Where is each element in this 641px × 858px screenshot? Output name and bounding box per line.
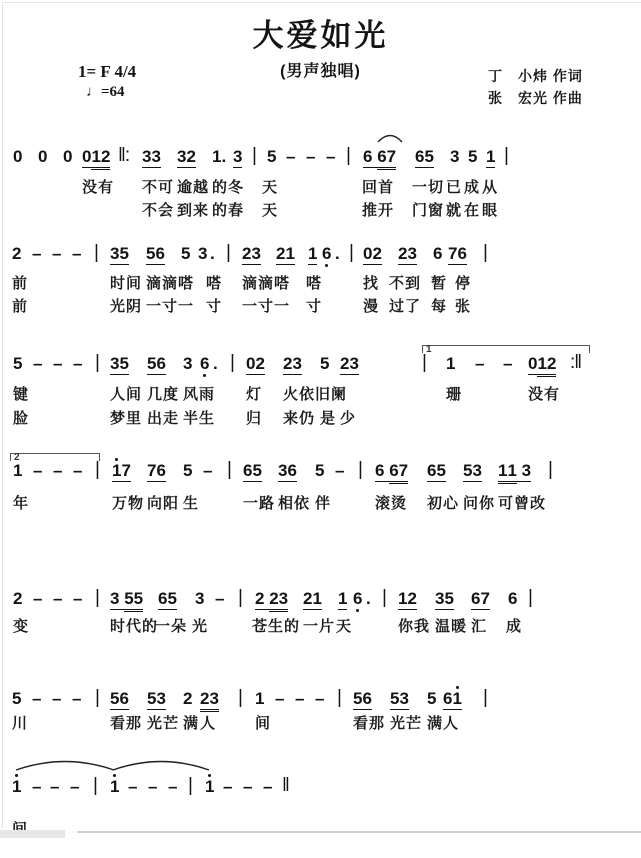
note-token: –	[168, 777, 178, 796]
note-token: –	[70, 777, 80, 796]
note-token: 02	[363, 244, 382, 263]
lyric-word: 人间	[110, 386, 143, 403]
note-token: 56	[110, 689, 129, 708]
note-token: 35	[110, 244, 129, 263]
note-token: 1	[110, 777, 120, 796]
note-token: 21	[303, 589, 322, 608]
lyric-word: 过了	[389, 298, 422, 315]
lyric-word: 人	[200, 715, 217, 732]
note-token: –	[32, 689, 42, 708]
lyric-word: 人	[443, 715, 460, 732]
note-token: 17	[112, 461, 131, 480]
song-subtitle: (男声独唱)	[280, 63, 361, 80]
note-token: 5	[267, 147, 277, 166]
barline: |	[238, 587, 242, 608]
note-token: –	[52, 244, 62, 263]
note-token: .	[210, 244, 215, 263]
score-line-1	[0, 145, 641, 228]
volta-bracket	[422, 345, 590, 353]
lyric-word: 前	[12, 275, 29, 292]
note-token: 012	[528, 354, 557, 373]
score-line-6	[0, 687, 641, 770]
lyric-word: 寸	[306, 298, 323, 315]
lyric-word: 梦里	[110, 410, 143, 427]
volta-number: 1	[426, 344, 432, 355]
barline: |	[548, 459, 552, 480]
note-token: 1	[446, 354, 456, 373]
lyric-word: 天	[262, 202, 279, 219]
note-token: .	[335, 244, 340, 263]
barline: |	[349, 242, 353, 263]
note-token: 53	[390, 689, 409, 708]
barline: ‖	[282, 775, 289, 796]
barline: |	[93, 775, 97, 796]
note-token: 53	[147, 689, 166, 708]
lyric-word: 来仍	[283, 410, 316, 427]
lyric-word: 光阴	[110, 298, 143, 315]
note-token: 36	[278, 461, 297, 480]
score-line-2	[0, 242, 641, 325]
page-bottom-block	[0, 830, 65, 838]
note-token: 23	[242, 244, 261, 263]
lyric-word: 珊	[446, 386, 463, 403]
note-token: 1	[13, 461, 23, 480]
lyric-word: 看那	[353, 715, 386, 732]
note-token: –	[33, 589, 43, 608]
lyric-word: 逾越	[177, 179, 210, 196]
note-token: 0	[63, 147, 73, 166]
note-token: 35	[110, 354, 129, 373]
lyric-word: 几度	[147, 386, 180, 403]
barline: |	[238, 687, 242, 708]
note-token: 5	[183, 461, 193, 480]
lyric-word: 在	[464, 202, 481, 219]
lyric-word: 找	[363, 275, 380, 292]
lyric-word: 时间	[110, 275, 143, 292]
page-bottom-rule	[77, 831, 641, 833]
lyric-word: 间	[255, 715, 272, 732]
note-token: 23	[200, 689, 219, 708]
volta-number: 2	[14, 452, 20, 463]
note-token: 6	[353, 589, 363, 608]
note-token: 2	[12, 244, 22, 263]
note-token: 1.	[212, 147, 227, 166]
lyric-word: 的冬	[212, 179, 245, 196]
lyric-word: 光	[192, 618, 209, 635]
lyric-word: 脸	[13, 410, 30, 427]
lyric-word: 嗒	[306, 275, 323, 292]
note-token: 6	[433, 244, 443, 263]
note-token: 3	[198, 244, 208, 263]
note-token: –	[73, 589, 83, 608]
note-token: –	[215, 589, 225, 608]
note-token: 5	[427, 689, 437, 708]
lyric-word: 天	[336, 618, 353, 635]
note-token: –	[72, 244, 82, 263]
note-token: 65	[243, 461, 262, 480]
note-token: 23	[398, 244, 417, 263]
barline: |	[252, 145, 256, 166]
note-token: 1	[255, 689, 265, 708]
lyric-word: 一寸一	[242, 298, 291, 315]
note-token: 21	[276, 244, 295, 263]
lyricist-credit: 丁 小炜 作词	[488, 68, 583, 84]
lyric-word: 推开	[362, 202, 395, 219]
barline: |	[346, 145, 350, 166]
score-line-3	[0, 344, 641, 435]
lyric-word: 一片	[303, 618, 336, 635]
barline: |	[188, 775, 192, 796]
lyric-word: 滚烫	[375, 495, 408, 512]
note-token: 2 23	[255, 589, 289, 608]
note-token: –	[475, 354, 485, 373]
barline: |	[382, 587, 386, 608]
lyric-word: 不会	[142, 202, 175, 219]
volta-bracket	[10, 453, 100, 461]
barline: |	[94, 242, 98, 263]
note-token: –	[32, 777, 42, 796]
note-token: –	[53, 589, 63, 608]
note-token: –	[306, 147, 316, 166]
note-token: 6 67	[363, 147, 397, 166]
barline: |	[95, 459, 99, 480]
note-token: 3	[195, 589, 205, 608]
note-token: –	[53, 354, 63, 373]
note-token: –	[243, 777, 253, 796]
lyric-word: 汇	[471, 618, 488, 635]
lyric-word: 风雨	[183, 386, 216, 403]
lyric-word: 滴滴嗒	[242, 275, 291, 292]
note-token: 33	[142, 147, 161, 166]
lyric-word: 满	[427, 715, 444, 732]
lyric-word: 滴滴	[146, 275, 179, 292]
note-token: 67	[471, 589, 490, 608]
lyric-word: 每	[431, 298, 448, 315]
barline: |	[358, 459, 362, 480]
lyric-word: 半生	[183, 410, 216, 427]
note-token: 5	[468, 147, 478, 166]
barline: |	[483, 687, 487, 708]
lyric-word: 满	[183, 715, 200, 732]
slur-tie	[377, 134, 403, 143]
note-token: 76	[147, 461, 166, 480]
note-token: 6	[508, 589, 518, 608]
barline: |	[226, 242, 230, 263]
note-token: –	[50, 777, 60, 796]
lyric-word: 问你	[463, 495, 496, 512]
note-token: 53	[463, 461, 482, 480]
lyric-word: 向阳	[147, 495, 180, 512]
note-token: –	[128, 777, 138, 796]
lyric-word: 伴	[315, 495, 332, 512]
note-token: 2	[13, 589, 23, 608]
score-line-5	[0, 587, 641, 670]
lyric-word: 归	[246, 410, 263, 427]
lyric-word: 停	[455, 275, 472, 292]
lyric-word: 眼	[482, 202, 499, 219]
lyric-word: 嗒	[178, 275, 195, 292]
note-token: –	[33, 461, 43, 480]
lyric-word: 不可	[142, 179, 175, 196]
lyric-word: 前	[12, 298, 29, 315]
note-token: 2	[183, 689, 193, 708]
lyric-word: 漫	[363, 298, 380, 315]
lyric-word: 可曾改	[498, 495, 547, 512]
lyric-word: 光芒	[147, 715, 180, 732]
note-token: 56	[353, 689, 372, 708]
note-token: .	[213, 354, 218, 373]
barline: :‖	[570, 352, 582, 373]
lyric-word: 不到	[389, 275, 422, 292]
lyric-word: 键	[13, 386, 30, 403]
lyric-word: 苍生的	[252, 618, 301, 635]
lyric-word: 是	[320, 410, 337, 427]
barline: |	[95, 352, 99, 373]
note-token: 65	[415, 147, 434, 166]
lyric-word: 门窗	[412, 202, 445, 219]
lyric-word: 就	[446, 202, 463, 219]
lyric-word: 时代的	[110, 618, 159, 635]
note-token: 56	[146, 244, 165, 263]
lyric-word: 没有	[528, 386, 561, 403]
lyric-word: 天	[262, 179, 279, 196]
lyric-word: 川	[12, 715, 29, 732]
lyric-word: 没有	[82, 179, 115, 196]
lyric-word: 少	[340, 410, 357, 427]
lyric-word: 成	[506, 618, 523, 635]
note-token: 76	[448, 244, 467, 263]
note-token: 1	[12, 777, 22, 796]
lyric-word: 光芒	[390, 715, 423, 732]
lyric-word: 年	[13, 495, 30, 512]
lyric-word: 变	[13, 618, 30, 635]
lyric-word: 嗒	[206, 275, 223, 292]
lyric-word: 暂	[431, 275, 448, 292]
slur-tie	[112, 760, 210, 771]
note-token: –	[148, 777, 158, 796]
lyric-word: 看那	[110, 715, 143, 732]
note-token: 5	[13, 354, 23, 373]
note-token: –	[286, 147, 296, 166]
note-token: 3 55	[110, 589, 144, 608]
barline: |	[337, 687, 341, 708]
note-token: –	[203, 461, 213, 480]
lyric-word: 回首	[362, 179, 395, 196]
note-token: –	[315, 689, 325, 708]
barline: |	[504, 145, 508, 166]
lyric-word: 已	[446, 179, 463, 196]
lyric-word: 出走	[147, 410, 180, 427]
note-token: –	[72, 689, 82, 708]
note-token: 1	[338, 589, 348, 608]
note-token: 23	[340, 354, 359, 373]
lyric-word: 一切	[412, 179, 445, 196]
note-token: 6 67	[375, 461, 409, 480]
lyric-word: 到来	[177, 202, 210, 219]
note-token: 65	[427, 461, 446, 480]
note-token: 6	[200, 354, 210, 373]
lyric-word: 万物	[112, 495, 145, 512]
note-token: 0	[38, 147, 48, 166]
note-token: –	[223, 777, 233, 796]
lyric-word: 生	[183, 495, 200, 512]
lyric-word: 张	[455, 298, 472, 315]
note-token: 5	[315, 461, 325, 480]
note-token: 1	[486, 147, 496, 166]
score-line-4	[0, 452, 641, 542]
note-token: 0	[13, 147, 23, 166]
lyric-word: 相依	[278, 495, 311, 512]
note-token: 02	[246, 354, 265, 373]
note-token: 5	[12, 689, 22, 708]
note-token: –	[33, 354, 43, 373]
note-token: –	[32, 244, 42, 263]
note-token: –	[73, 354, 83, 373]
lyric-word: 一路	[243, 495, 276, 512]
lyric-word: 的春	[212, 202, 245, 219]
note-token: 35	[435, 589, 454, 608]
lyric-word: 旧阑	[315, 386, 348, 403]
note-token: –	[52, 689, 62, 708]
note-token: –	[326, 147, 336, 166]
note-token: –	[335, 461, 345, 480]
note-token: 32	[177, 147, 196, 166]
barline: |	[422, 352, 426, 373]
note-token: 12	[398, 589, 417, 608]
note-token: 3	[233, 147, 243, 166]
note-token: 1	[205, 777, 215, 796]
lyric-word: 你我	[398, 618, 431, 635]
tempo-marking: ♩=64	[86, 84, 125, 100]
note-token: –	[295, 689, 305, 708]
note-token: 61	[443, 689, 462, 708]
lyric-word: 火依	[283, 386, 316, 403]
composer-credit: 张 宏光 作曲	[488, 90, 583, 106]
barline: |	[230, 352, 234, 373]
barline: |	[95, 587, 99, 608]
note-token: 3	[450, 147, 460, 166]
note-token: 11 3	[498, 461, 532, 480]
lyric-word: 寸	[206, 298, 223, 315]
lyric-word: 初心	[427, 495, 460, 512]
lyric-word: 成	[464, 179, 481, 196]
note-token: 65	[158, 589, 177, 608]
slur-tie	[15, 760, 115, 771]
barline: ‖:	[118, 145, 130, 166]
lyric-word: 一	[178, 298, 195, 315]
note-token: 23	[283, 354, 302, 373]
note-token: 5	[181, 244, 191, 263]
barline: |	[528, 587, 532, 608]
song-title: 大爱如光	[252, 18, 389, 53]
note-token: –	[73, 461, 83, 480]
lyric-word: 灯	[246, 386, 263, 403]
note-token: –	[53, 461, 63, 480]
lyric-word: 温暖	[435, 618, 468, 635]
note-token: 1	[308, 244, 318, 263]
barline: |	[227, 459, 231, 480]
note-token: 56	[147, 354, 166, 373]
note-token: 5	[320, 354, 330, 373]
note-token: 3	[183, 354, 193, 373]
barline: |	[483, 242, 487, 263]
score-line-7	[0, 775, 641, 858]
key-signature: 1= F 4/4	[78, 62, 137, 81]
barline: |	[95, 687, 99, 708]
note-token: –	[503, 354, 513, 373]
note-token: .	[366, 589, 371, 608]
lyric-word: 一寸	[146, 298, 179, 315]
note-token: –	[275, 689, 285, 708]
note-token: 6	[322, 244, 332, 263]
lyric-word: 从	[482, 179, 499, 196]
lyric-word: 一朵	[155, 618, 188, 635]
note-token: –	[263, 777, 273, 796]
note-token: 012	[82, 147, 111, 166]
